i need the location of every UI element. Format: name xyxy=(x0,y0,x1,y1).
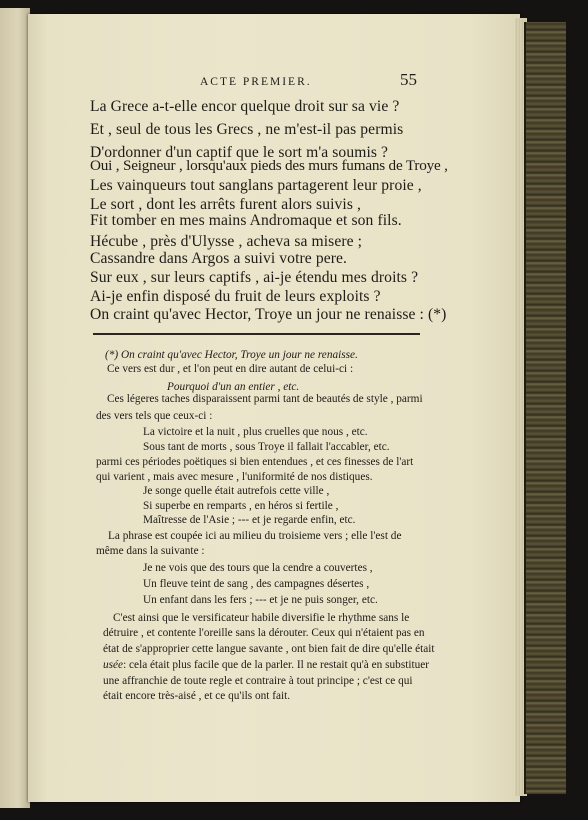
note-line: La phrase est coupée ici au milieu du troisieme vers ; elle l'est de xyxy=(108,530,402,542)
note-quote: Un fleuve teint de sang , des campagnes désertes , xyxy=(143,578,370,590)
facing-page-edge xyxy=(0,8,30,808)
verse-line: Les vainqueurs tout sanglans partagerent leur proie , xyxy=(90,177,422,194)
note-line: qui varient , mais avec mesure , l'uniformité de nos distiques. xyxy=(96,471,373,483)
verse-line: Hécube , près d'Ulysse , acheva sa misere ; xyxy=(90,233,363,250)
footnote-rule xyxy=(93,333,420,335)
note-quote: La victoire et la nuit , plus cruelles que nous , etc. xyxy=(143,426,368,438)
note-line xyxy=(105,349,358,361)
note-line: détruire , et contente l'oreille sans la dérouter. Ceux qui n'étaient pas en xyxy=(103,627,425,639)
note-line: parmi ces périodes poëtiques si bien entendues , et ces finesses de l'art xyxy=(96,456,414,468)
verse-line: Et , seul de tous les Grecs , ne m'est-il pas permis xyxy=(90,121,404,138)
note-line: des vers tels que ceux-ci : xyxy=(96,410,213,422)
verse-line: Sur eux , sur leurs captifs , ai-je étendu mes droits ? xyxy=(90,269,419,286)
note-line xyxy=(103,659,429,671)
note-line: C'est ainsi que le versificateur habile diversifie le rhythme sans le xyxy=(113,612,410,624)
page-number: 55 xyxy=(400,70,417,89)
note-line: était encore très-aisé , et ce qu'ils ont fait. xyxy=(103,690,291,702)
verse-line: Fit tomber en mes mains Andromaque et son fils. xyxy=(90,212,402,229)
note-line: Pourquoi d'un an entier , etc. xyxy=(167,381,300,393)
verse-line: La Grece a-t-elle encor quelque droit sur sa vie ? xyxy=(90,98,400,115)
note-line: Ce vers est dur , et l'on peut en dire autant de celui-ci : xyxy=(107,363,354,375)
note-quote: Maîtresse de l'Asie ; --- et je regarde enfin, etc. xyxy=(143,514,356,526)
note-line-rest: : cela était plus facile que de la parler. Il ne restait qu'à en substituer xyxy=(123,659,430,671)
verse-line: Le sort , dont les arrêts furent alors suivis , xyxy=(90,196,362,213)
note-quote: Si superbe en remparts , en héros si fertile , xyxy=(143,500,339,512)
verse-line: Ai-je enfin disposé du fruit de leurs exploits ? xyxy=(90,288,381,305)
note-line: Ces légeres taches disparaissent parmi tant de beautés de style , parmi xyxy=(107,393,423,405)
marbled-cover xyxy=(524,22,566,794)
note-quote: Je songe quelle était autrefois cette ville , xyxy=(143,485,330,497)
note-line: état de s'approprier cette langue savante , ont bien fait de dire qu'elle était xyxy=(103,643,435,655)
note-line: même dans la suivante : xyxy=(96,545,205,557)
verse-line: Oui , Seigneur , lorsqu'aux pieds des murs fumans de Troye , xyxy=(90,157,448,174)
note-line: une affranchie de toute regle et contraire à tout principe ; c'est ce qui xyxy=(103,675,413,687)
verse-line: D'ordonner d'un captif que le sort m'a soumis ? xyxy=(90,144,389,161)
note-quote: Un enfant dans les fers ; --- et je ne puis songer, etc. xyxy=(143,594,378,606)
note-line-text: (*) On craint qu'avec Hector, Troye un jour ne renaisse. xyxy=(105,349,358,361)
verse-line: Cassandre dans Argos a suivi votre pere. xyxy=(90,250,348,267)
note-quote: Sous tant de morts , sous Troye il fallait l'accabler, etc. xyxy=(143,441,390,453)
note-quote: Je ne vois que des tours que la cendre a couvertes , xyxy=(143,562,373,574)
note-emphasis: usée xyxy=(103,659,124,671)
running-title: ACTE PREMIER. xyxy=(200,76,312,88)
verse-line: On craint qu'avec Hector, Troye un jour ne renaisse : (*) xyxy=(90,306,447,323)
